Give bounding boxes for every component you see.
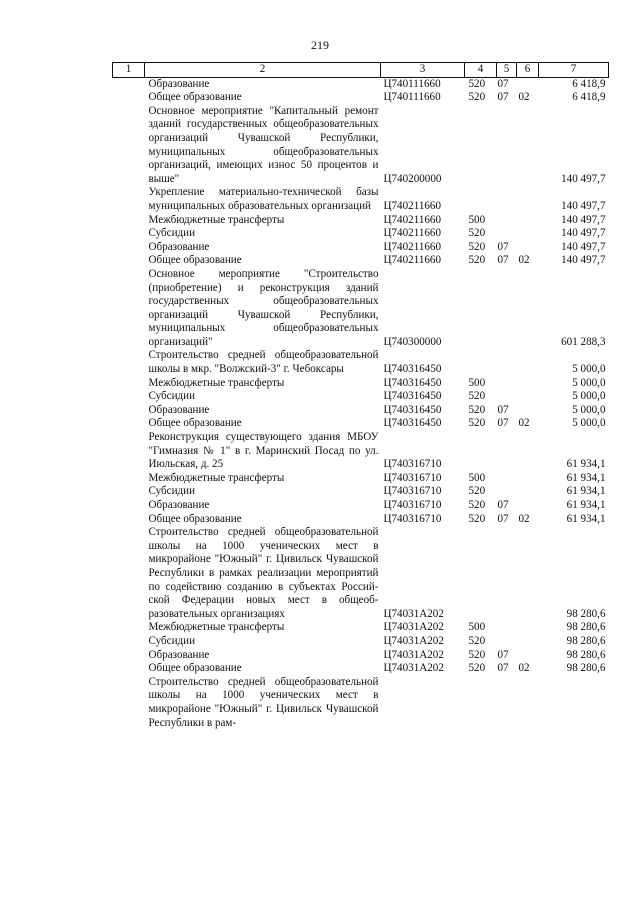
row-col5: 07	[497, 499, 509, 511]
table-row	[113, 621, 609, 635]
column-header-7: 7	[539, 63, 609, 78]
row-code: Ц740211660	[383, 213, 442, 226]
row-code: Ц740211660	[383, 227, 442, 240]
row-col6: 02	[518, 512, 530, 525]
row-col4	[465, 431, 497, 472]
cell-col1	[113, 431, 145, 472]
row-amount: 140 497,7	[561, 172, 606, 185]
table-row	[113, 635, 609, 649]
row-col5: 07	[497, 91, 509, 104]
row-col5	[497, 268, 517, 350]
row-name: Субсидии	[148, 227, 196, 240]
row-col5: 07	[497, 254, 509, 267]
page-number: 219	[311, 38, 329, 52]
row-col4: 520	[468, 403, 486, 416]
row-col6	[517, 431, 539, 472]
row-name: Общее образование	[148, 512, 242, 525]
row-name: Межбюджетные трансферты	[148, 213, 285, 226]
row-amount: 98 280,6	[566, 607, 606, 620]
row-code: Ц740316450	[383, 363, 442, 376]
row-col4	[465, 268, 497, 350]
row-col6	[517, 241, 539, 255]
column-header-5: 5	[497, 63, 517, 78]
table-row	[113, 227, 609, 241]
row-col5	[497, 186, 517, 213]
row-amount	[539, 676, 609, 730]
row-code: Ц740316710	[383, 471, 442, 484]
row-col6	[517, 404, 539, 418]
row-amount: 5 000,0	[572, 363, 606, 376]
row-col4: 500	[468, 621, 486, 634]
row-col4: 520	[468, 512, 486, 525]
row-code: Ц740211660	[383, 240, 442, 253]
row-amount: 5 000,0	[572, 417, 606, 430]
cell-col1	[113, 91, 145, 105]
row-col6: 02	[518, 417, 530, 430]
row-col5	[497, 390, 517, 404]
row-col5: 07	[497, 77, 509, 90]
row-col6	[517, 390, 539, 404]
cell-col1	[113, 635, 145, 649]
row-col5	[497, 621, 517, 635]
row-amount: 140 497,7	[561, 227, 606, 240]
row-col4: 520	[468, 417, 486, 430]
row-amount: 98 280,6	[566, 621, 606, 634]
row-name: Субсидии	[148, 634, 196, 647]
row-name: Общее образование	[148, 662, 242, 675]
row-code: Ц74031А202	[383, 621, 444, 634]
table-row	[113, 417, 609, 431]
row-name: Общее образование	[148, 417, 242, 430]
table-row	[113, 377, 609, 391]
row-col4: 500	[468, 376, 486, 389]
column-header-2: 2	[145, 63, 381, 78]
row-col6	[517, 499, 539, 513]
table-row	[113, 349, 609, 376]
cell-col1	[113, 227, 145, 241]
row-amount: 98 280,6	[566, 648, 606, 661]
row-code: Ц74031А202	[383, 634, 444, 647]
row-col5	[497, 349, 517, 376]
row-code: Ц740211660	[383, 254, 442, 267]
row-col6	[517, 377, 539, 391]
row-col4: 520	[468, 77, 486, 90]
row-col4	[465, 676, 497, 730]
row-code: Ц74031А202	[383, 607, 444, 620]
cell-col1	[113, 404, 145, 418]
cell-col1	[113, 676, 145, 730]
row-name: Общее образование	[148, 91, 242, 104]
row-col4: 520	[468, 390, 486, 403]
cell-col1	[113, 417, 145, 431]
row-col6	[517, 268, 539, 350]
row-name: Межбюджетные трансферты	[148, 621, 285, 634]
cell-col1	[113, 268, 145, 350]
row-col5: 07	[497, 662, 509, 675]
table-row	[113, 214, 609, 228]
row-col5: 07	[497, 417, 509, 430]
row-col6	[517, 105, 539, 187]
row-amount: 5 000,0	[572, 376, 606, 389]
row-col5	[497, 526, 517, 621]
row-amount: 98 280,6	[566, 634, 606, 647]
table-row	[113, 91, 609, 105]
table-row	[113, 513, 609, 527]
row-col6	[517, 526, 539, 621]
row-col5: 07	[497, 512, 509, 525]
row-col5	[497, 472, 517, 486]
table-row	[113, 268, 609, 350]
row-name: Строительство средней общеобразовательной школы на 1000 ученических мест в микрорайоне "Южный" г. Цивильск Чувашской Республики в рам-	[148, 675, 379, 729]
cell-col1	[113, 472, 145, 486]
row-col5	[497, 431, 517, 472]
row-col5	[497, 676, 517, 730]
table-body	[113, 77, 609, 730]
table-row	[113, 186, 609, 213]
column-header-6: 6	[517, 63, 539, 78]
row-name: Основное мероприятие "Строительство (приобретение) и реконструкция зданий государственных общеобразовательных организаций Чувашской Республики, муниципальных общеобразовательных организаций"	[148, 267, 379, 348]
header-row	[113, 63, 609, 78]
row-col6	[517, 676, 539, 730]
row-col6	[517, 621, 539, 635]
row-code: Ц740316450	[383, 390, 442, 403]
row-col6	[517, 77, 539, 91]
row-code: Ц740316450	[383, 376, 442, 389]
row-col5: 07	[497, 648, 509, 661]
cell-col1	[113, 485, 145, 499]
row-code: Ц740316710	[383, 458, 442, 471]
row-col6	[517, 649, 539, 663]
table-row	[113, 241, 609, 255]
row-amount: 61 934,1	[566, 471, 606, 484]
cell-col1	[113, 241, 145, 255]
table-row	[113, 254, 609, 268]
row-col5	[497, 214, 517, 228]
table-row	[113, 485, 609, 499]
row-code	[381, 676, 465, 730]
cell-col1	[113, 621, 145, 635]
row-col4: 500	[468, 213, 486, 226]
row-col5	[497, 485, 517, 499]
row-code: Ц740200000	[383, 172, 442, 185]
row-code: Ц740111660	[383, 91, 441, 104]
row-code: Ц740316710	[383, 485, 442, 498]
row-amount: 98 280,6	[566, 662, 606, 675]
row-amount: 140 497,7	[561, 213, 606, 226]
row-amount: 140 497,7	[561, 240, 606, 253]
row-code: Ц74031А202	[383, 662, 444, 675]
row-col6	[517, 472, 539, 486]
row-col4: 520	[468, 634, 486, 647]
row-code: Ц740316710	[383, 499, 442, 511]
row-col5	[497, 105, 517, 187]
row-col6	[517, 349, 539, 376]
row-name: Субсидии	[148, 485, 196, 498]
row-code: Ц740316710	[383, 512, 442, 525]
row-code: Ц740316450	[383, 417, 442, 430]
row-code: Ц74031А202	[383, 648, 444, 661]
table-row	[113, 499, 609, 513]
row-col6: 02	[518, 662, 530, 675]
row-col5: 07	[497, 240, 509, 253]
row-col5	[497, 227, 517, 241]
row-col4: 520	[468, 227, 486, 240]
row-name: Образование	[148, 403, 210, 416]
cell-col1	[113, 499, 145, 513]
row-amount: 6 418,9	[572, 77, 606, 90]
row-col4	[465, 105, 497, 187]
row-amount: 5 000,0	[572, 390, 606, 403]
row-col4: 520	[468, 648, 486, 661]
row-name: Образование	[148, 499, 210, 511]
row-col6: 02	[518, 254, 530, 267]
row-col4: 520	[468, 240, 486, 253]
row-col6	[517, 635, 539, 649]
row-col4	[465, 186, 497, 213]
row-amount: 61 934,1	[566, 512, 606, 525]
cell-col1	[113, 186, 145, 213]
row-col5: 07	[497, 403, 509, 416]
column-header-4: 4	[465, 63, 497, 78]
cell-col1	[113, 254, 145, 268]
row-name: Межбюджетные трансферты	[148, 376, 285, 389]
row-col5	[497, 635, 517, 649]
column-header-3: 3	[381, 63, 465, 78]
table-row	[113, 662, 609, 676]
row-col4: 520	[468, 485, 486, 498]
row-amount: 61 934,1	[566, 485, 606, 498]
table-row	[113, 526, 609, 621]
row-code: Ц740211660	[383, 199, 442, 212]
table-row	[113, 649, 609, 663]
cell-col1	[113, 649, 145, 663]
column-header-1: 1	[113, 63, 145, 78]
table-row	[113, 105, 609, 187]
cell-col1	[113, 513, 145, 527]
row-col4: 520	[468, 499, 486, 511]
row-code: Ц740316450	[383, 403, 442, 416]
row-name: Укрепление материально-технической базы муниципальных образовательных организаций	[148, 186, 379, 212]
row-col5	[497, 377, 517, 391]
row-col4: 500	[468, 471, 486, 484]
row-col6	[517, 227, 539, 241]
row-name: Реконструкция существующего здания МБОУ "Гимназия № 1" в г. Маринский Посад по ул. Июльская, д. 25	[148, 431, 379, 471]
row-name: Межбюджетные трансферты	[148, 471, 285, 484]
cell-col1	[113, 526, 145, 621]
table-header	[113, 63, 609, 78]
row-amount: 61 934,1	[566, 499, 606, 511]
row-col4: 520	[468, 662, 486, 675]
table-row	[113, 390, 609, 404]
row-amount: 601 288,3	[561, 335, 606, 348]
row-name: Строительство средней общеобразовательной школы в мкр. "Волжский-3" г. Чебоксары	[148, 349, 379, 376]
row-name: Субсидии	[148, 390, 196, 403]
cell-col1	[113, 390, 145, 404]
cell-col1	[113, 214, 145, 228]
row-col4	[465, 526, 497, 621]
row-name: Строительство средней общеобразовательной школы на 1000 ученических мест в микрорайоне "Южный" г. Цивильск Чувашской Республики в рамках реализации мероприятий по содействию созданию в субъектах Российской Федерации новых мест в общеобразовательных организациях	[148, 526, 379, 620]
row-name: Образование	[148, 648, 210, 661]
row-col6	[517, 186, 539, 213]
row-name: Образование	[148, 77, 210, 90]
table-row	[113, 431, 609, 472]
row-name: Образование	[148, 240, 210, 253]
row-col4	[465, 349, 497, 376]
row-amount: 140 497,7	[561, 199, 606, 212]
table-row	[113, 77, 609, 91]
row-code: Ц740300000	[383, 335, 442, 348]
cell-col1	[113, 662, 145, 676]
row-code: Ц740111660	[383, 77, 441, 90]
table-row	[113, 472, 609, 486]
row-amount: 6 418,9	[572, 91, 606, 104]
budget-table	[112, 62, 609, 730]
row-col6	[517, 485, 539, 499]
table-row	[113, 404, 609, 418]
row-col4: 520	[468, 91, 486, 104]
table-row	[113, 676, 609, 730]
row-col6	[517, 214, 539, 228]
row-name: Общее образование	[148, 254, 242, 267]
row-col6: 02	[518, 91, 530, 104]
cell-col1	[113, 77, 145, 91]
row-amount: 5 000,0	[572, 403, 606, 416]
row-name: Основное мероприятие "Капитальный ремонт зданий государственных общеобразовательных организаций Чувашской Республики, муниципальных общеобразовательных организаций, имеющих износ 50 процентов и выше"	[148, 104, 379, 185]
row-amount: 61 934,1	[566, 458, 606, 471]
cell-col1	[113, 105, 145, 187]
row-amount: 140 497,7	[561, 254, 606, 267]
row-col4: 520	[468, 254, 486, 267]
cell-col1	[113, 349, 145, 376]
cell-col1	[113, 377, 145, 391]
